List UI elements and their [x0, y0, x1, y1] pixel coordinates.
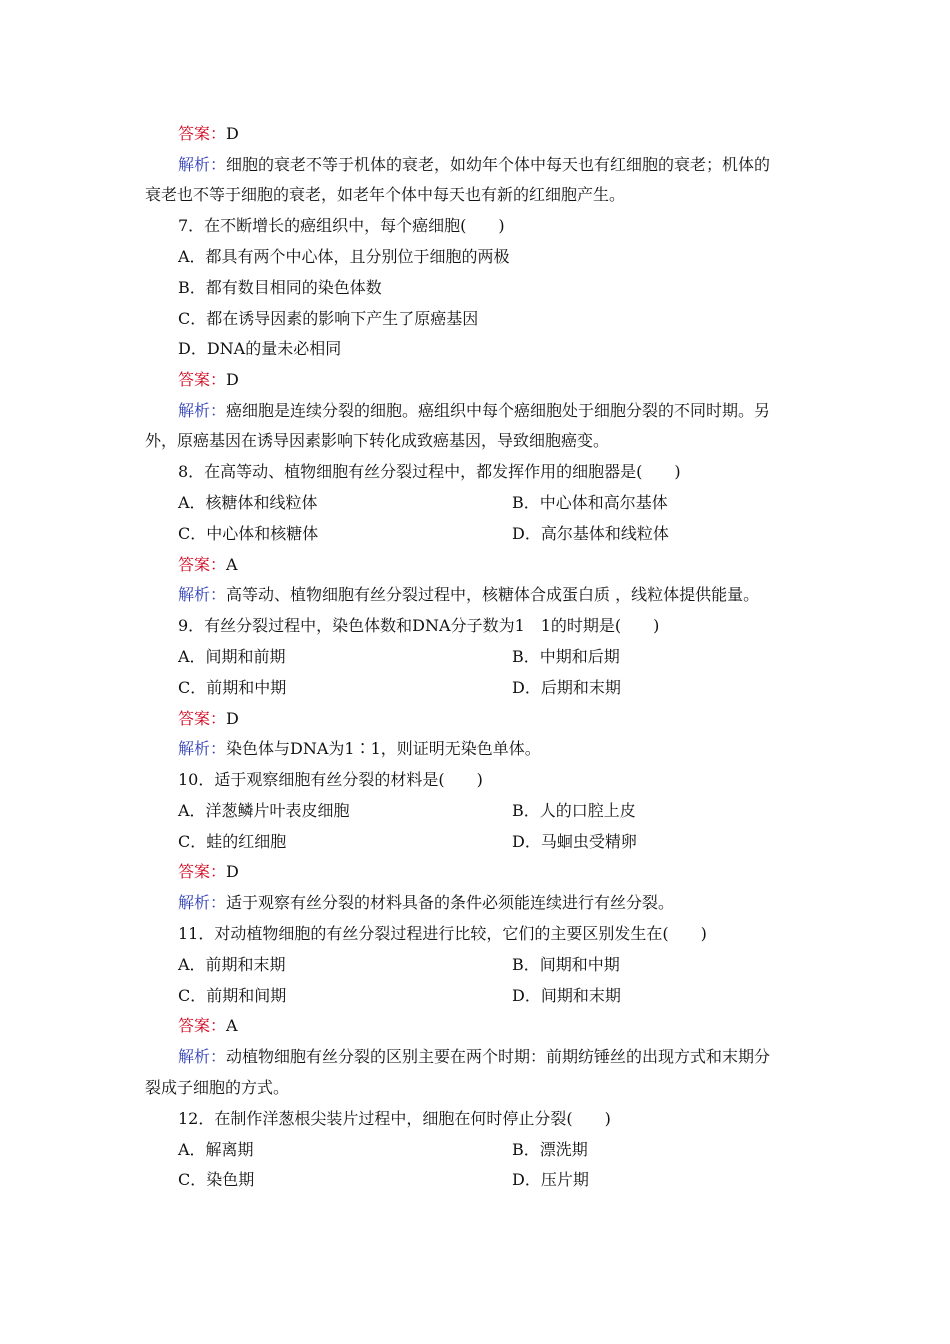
q7-option-c: C．都在诱导因素的影响下产生了原癌基因 [178, 309, 479, 328]
q9-stem: 9．有丝分裂过程中，染色体数和DNA分子数为1 1的时期是( ) [178, 616, 660, 635]
q8-answer-line [178, 555, 238, 575]
q10-explanation-line [178, 893, 674, 913]
q10-option-b: B．人的口腔上皮 [512, 801, 636, 820]
q8-answer: A [226, 555, 238, 574]
q7-explanation-line2: 外，原癌基因在诱导因素影响下转化成致癌基因，导致细胞癌变。 [145, 431, 610, 450]
q9-option-a: A．间期和前期 [178, 647, 286, 666]
q11-option-c: C．前期和间期 [178, 986, 287, 1005]
q6-answer-line [178, 124, 239, 144]
q11-option-a: A．前期和末期 [178, 955, 286, 974]
q10-option-a: A．洋葱鳞片叶表皮细胞 [178, 801, 350, 820]
q10-answer-line [178, 862, 239, 882]
q7-option-b: B．都有数目相同的染色体数 [178, 278, 382, 297]
q9-option-d: D．后期和末期 [512, 678, 621, 697]
answer-label: 答案： [178, 1016, 227, 1035]
q10-option-c: C．蛙的红细胞 [178, 832, 287, 851]
q11-explanation-line2: 裂成子细胞的方式。 [145, 1078, 290, 1097]
q11-answer-line [178, 1016, 238, 1036]
q12-option-b: B．漂洗期 [512, 1140, 588, 1159]
q12-option-d: D．压片期 [512, 1170, 589, 1189]
q7-answer-line [178, 370, 239, 390]
q9-option-c: C．前期和中期 [178, 678, 287, 697]
q11-explanation-line1 [178, 1047, 770, 1067]
q11-option-d: D．间期和末期 [512, 986, 621, 1005]
q9-explanation-line [178, 739, 541, 759]
q9-explanation-text: 染色体与DNA为1∶1，则证明无染色单体。 [226, 739, 541, 758]
q12-stem: 12．在制作洋葱根尖装片过程中，细胞在何时停止分裂( ) [178, 1109, 611, 1128]
q6-explanation-line2: 衰老也不等于细胞的衰老，如老年个体中每天也有新的红细胞产生。 [145, 185, 626, 204]
answer-label: 答案： [178, 370, 227, 389]
q12-option-c: C．染色期 [178, 1170, 255, 1189]
q9-answer: D [226, 709, 239, 728]
q8-stem: 8．在高等动、植物细胞有丝分裂过程中，都发挥作用的细胞器是( ) [178, 462, 681, 481]
q8-explanation-text: 高等动、植物细胞有丝分裂过程中，核糖体合成蛋白质 ，线粒体提供能量。 [226, 585, 760, 604]
answer-label: 答案： [178, 555, 227, 574]
answer-label: 答案： [178, 862, 227, 881]
q9-option-b: B．中期和后期 [512, 647, 620, 666]
q11-option-b: B．间期和中期 [512, 955, 620, 974]
q8-option-a: A．核糖体和线粒体 [178, 493, 318, 512]
q7-answer: D [226, 370, 239, 389]
q10-explanation-text: 适于观察有丝分裂的材料具备的条件必须能连续进行有丝分裂。 [226, 893, 675, 912]
explanation-label: 解析： [178, 401, 227, 420]
q6-explanation-line1 [178, 155, 770, 175]
q10-option-d: D．马蛔虫受精卵 [512, 832, 637, 851]
answer-label: 答案： [178, 709, 227, 728]
q8-option-d: D．高尔基体和线粒体 [512, 524, 669, 543]
q6-explanation-text1: 细胞的衰老不等于机体的衰老，如幼年个体中每天也有红细胞的衰老；机体的 [226, 155, 771, 174]
q7-stem: 7．在不断增长的癌组织中，每个癌细胞( ) [178, 216, 505, 235]
q11-explanation-text1: 动植物细胞有丝分裂的区别主要在两个时期：前期纺锤丝的出现方式和末期分 [226, 1047, 771, 1066]
explanation-label: 解析： [178, 155, 227, 174]
q11-stem: 11．对动植物细胞的有丝分裂过程进行比较，它们的主要区别发生在( ) [178, 924, 707, 943]
q9-answer-line [178, 709, 239, 729]
q8-option-b: B．中心体和高尔基体 [512, 493, 668, 512]
q8-explanation-line [178, 585, 759, 605]
q7-explanation-text1: 癌细胞是连续分裂的细胞。癌组织中每个癌细胞处于细胞分裂的不同时期。另 [226, 401, 771, 420]
q10-stem: 10．适于观察细胞有丝分裂的材料是( ) [178, 770, 483, 789]
q12-option-a: A．解离期 [178, 1140, 254, 1159]
q7-explanation-line1 [178, 401, 770, 421]
q8-option-c: C．中心体和核糖体 [178, 524, 319, 543]
q7-option-a: A．都具有两个中心体，且分别位于细胞的两极 [178, 247, 510, 266]
explanation-label: 解析： [178, 893, 227, 912]
answer-label: 答案： [178, 124, 227, 143]
q10-answer: D [226, 862, 239, 881]
q11-answer: A [226, 1016, 238, 1035]
q7-option-d: D．DNA的量未必相同 [178, 339, 342, 358]
explanation-label: 解析： [178, 585, 227, 604]
explanation-label: 解析： [178, 1047, 227, 1066]
q6-answer: D [226, 124, 239, 143]
explanation-label: 解析： [178, 739, 227, 758]
